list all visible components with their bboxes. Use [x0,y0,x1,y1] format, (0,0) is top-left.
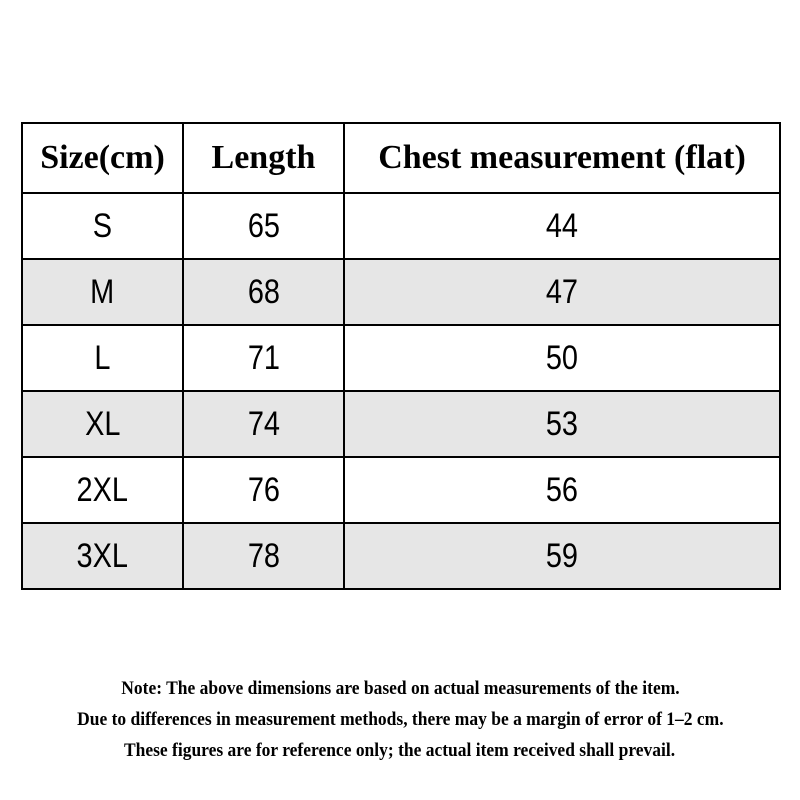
header-chest: Chest measurement (flat) [344,123,780,193]
measurement-notes [0,673,800,766]
note-line: These figures are for reference only; the actual item received shall prevail. [124,740,676,761]
table-row [22,391,780,457]
cell-chest: 59 [344,523,780,589]
cell-size: XL [22,391,183,457]
cell-chest: 50 [344,325,780,391]
cell-chest: 44 [344,193,780,259]
header-size: Size(cm) [22,123,183,193]
cell-length: 74 [183,391,344,457]
size-chart-table [21,122,781,590]
table-row [22,457,780,523]
table-header-row [22,123,780,193]
cell-size: L [22,325,183,391]
cell-chest: 47 [344,259,780,325]
cell-length: 65 [183,193,344,259]
cell-size: 2XL [22,457,183,523]
cell-size: 3XL [22,523,183,589]
cell-length: 71 [183,325,344,391]
table-row [22,259,780,325]
cell-length: 76 [183,457,344,523]
table-row [22,523,780,589]
cell-length: 68 [183,259,344,325]
cell-length: 78 [183,523,344,589]
note-line: Due to differences in measurement methods, there may be a margin of error of 1–2 cm. [76,709,724,730]
cell-chest: 56 [344,457,780,523]
header-length: Length [183,123,344,193]
cell-chest: 53 [344,391,780,457]
table-row [22,325,780,391]
cell-size: S [22,193,183,259]
cell-size: M [22,259,183,325]
note-line: Note: The above dimensions are based on actual measurements of the item. [120,678,680,699]
table-row [22,193,780,259]
